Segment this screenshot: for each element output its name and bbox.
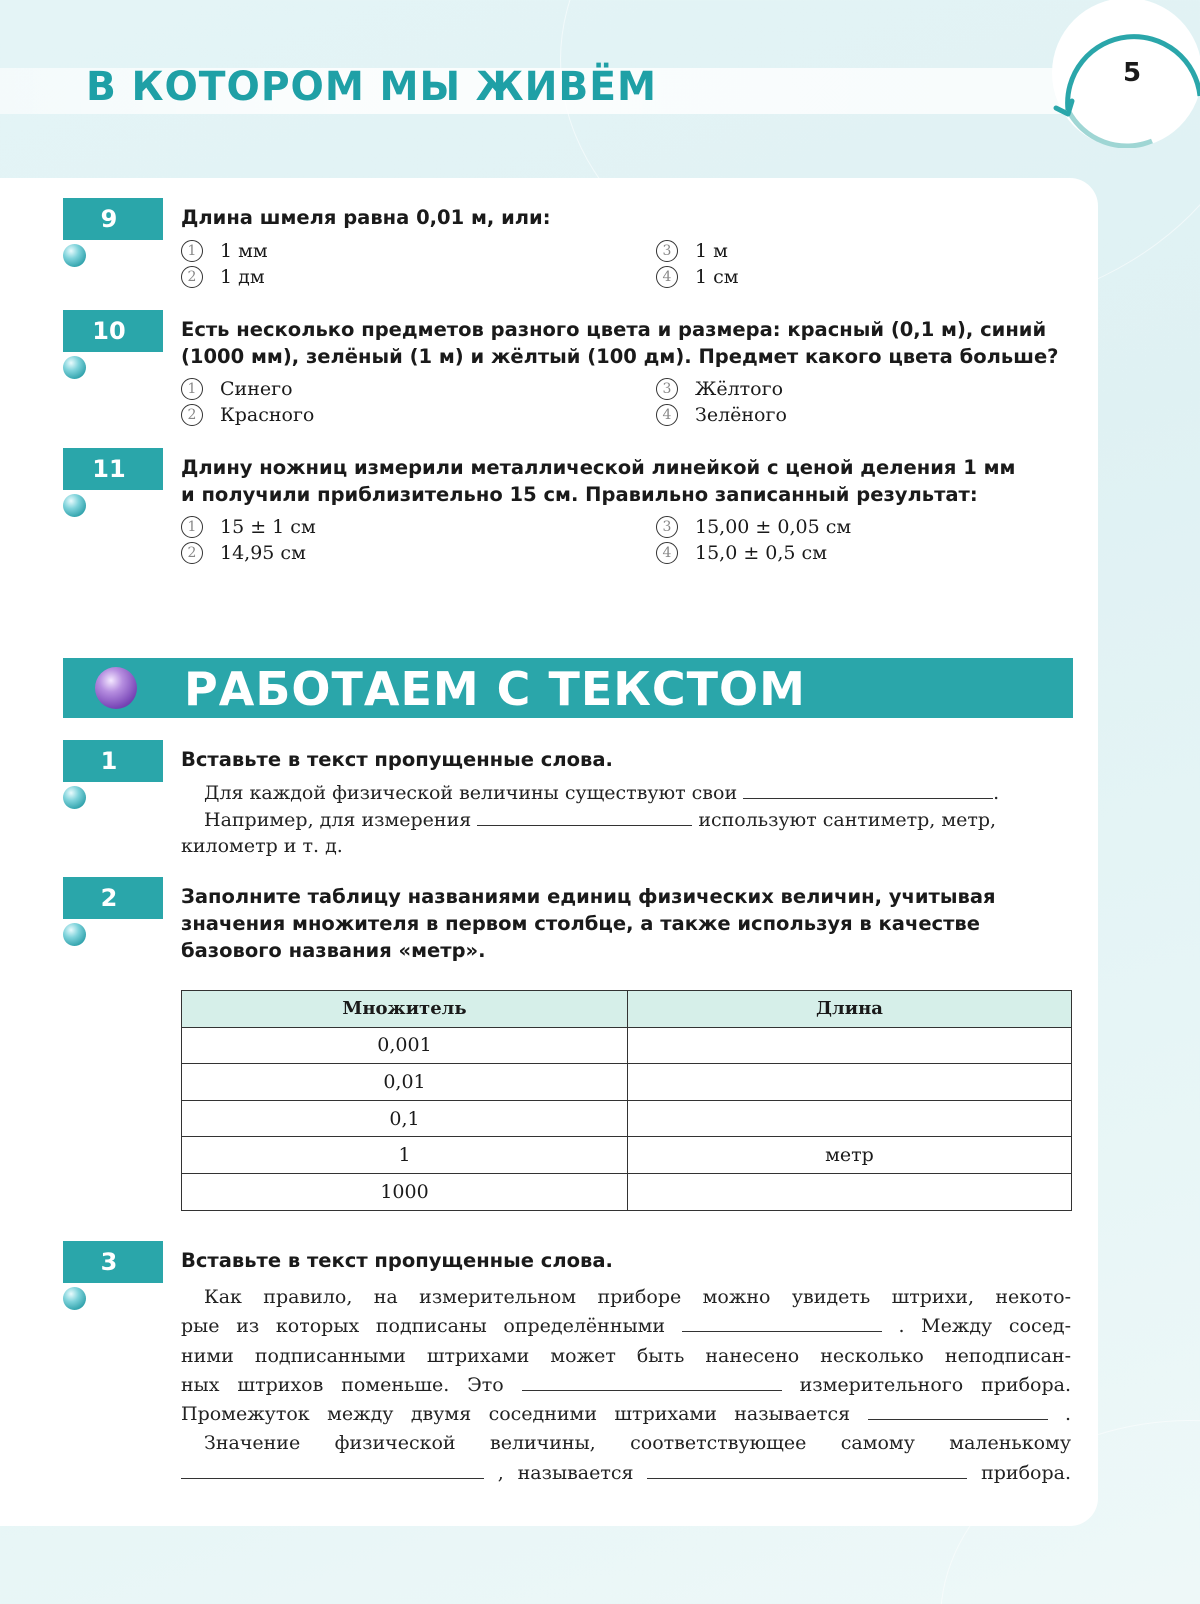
option-text: 1 дм	[220, 266, 265, 288]
option-number-circle: 3	[656, 240, 678, 262]
fill-in-text	[181, 1283, 1071, 1488]
option-text: 1 см	[695, 266, 739, 288]
answer-option[interactable]	[181, 238, 268, 264]
option-text: Зелёного	[695, 404, 787, 426]
difficulty-ball-icon	[63, 356, 86, 379]
option-number-circle: 1	[181, 516, 203, 538]
blank-field[interactable]	[647, 1461, 967, 1479]
column-header-multiplier: Множитель	[182, 991, 628, 1028]
option-text: 14,95 см	[220, 542, 306, 564]
difficulty-ball-icon	[63, 494, 86, 517]
option-number-circle: 3	[656, 378, 678, 400]
option-text: 15 ± 1 см	[220, 516, 316, 538]
multiplier-cell: 0,001	[182, 1027, 628, 1064]
length-cell[interactable]	[628, 1100, 1072, 1137]
question-line: Длину ножниц измерили металлической линейкой с ценой деления 1 мм	[181, 456, 1016, 479]
difficulty-ball-icon	[63, 923, 86, 946]
answer-option[interactable]	[181, 402, 314, 428]
text-line: Значение физической величины, соответствующее самому маленькому	[204, 1432, 1071, 1455]
multiplier-cell: 1000	[182, 1173, 628, 1210]
section-banner	[63, 658, 1073, 718]
instruction-line: значения множителя в первом столбце, а также используя в качестве	[181, 912, 980, 935]
fill-in-text	[181, 780, 1071, 860]
option-number-circle: 4	[656, 404, 678, 426]
table-row	[182, 1173, 1072, 1210]
blank-field[interactable]	[477, 808, 692, 826]
option-text: 15,0 ± 0,5 см	[695, 542, 827, 564]
option-number-circle: 2	[181, 542, 203, 564]
option-number-circle: 1	[181, 378, 203, 400]
instruction-line: Заполните таблицу названиями единиц физических величин, учитывая	[181, 885, 996, 908]
section-title: РАБОТАЕМ С ТЕКСТОМ	[184, 662, 806, 716]
units-table	[181, 990, 1072, 1211]
option-number-circle: 1	[181, 240, 203, 262]
multiplier-cell: 0,1	[182, 1100, 628, 1137]
task-number: 2	[63, 877, 163, 919]
option-text: 1 мм	[220, 240, 268, 262]
answer-option[interactable]	[656, 238, 728, 264]
blank-field[interactable]	[682, 1314, 882, 1332]
column-header-length: Длина	[628, 991, 1072, 1028]
text-line: Например, для измерения используют сантиметр, метр,	[204, 808, 997, 831]
task-instruction	[181, 883, 1071, 964]
option-text: Синего	[220, 378, 293, 400]
text-line: километр и т. д.	[181, 835, 343, 857]
blank-field[interactable]	[181, 1461, 484, 1479]
answer-option[interactable]	[181, 264, 265, 290]
option-text: 1 м	[695, 240, 728, 262]
question-line: и получили приблизительно 15 см. Правильно записанный результат:	[181, 483, 978, 506]
text-line: ними подписанными штрихами может быть нанесено несколько неподписан-	[181, 1344, 1071, 1367]
blank-field[interactable]	[868, 1402, 1048, 1420]
answer-option[interactable]	[656, 540, 827, 566]
table-row	[182, 1064, 1072, 1101]
answer-option[interactable]	[656, 376, 783, 402]
table-header-row	[182, 991, 1072, 1028]
task-number: 3	[63, 1241, 163, 1283]
answer-option[interactable]	[181, 514, 316, 540]
length-cell[interactable]	[628, 1027, 1072, 1064]
task-number: 1	[63, 740, 163, 782]
option-text: Красного	[220, 404, 315, 426]
option-number-circle: 4	[656, 542, 678, 564]
answer-option[interactable]	[656, 402, 787, 428]
task-number: 10	[63, 310, 163, 352]
task-instruction: Вставьте в текст пропущенные слова.	[181, 748, 613, 771]
task-number: 9	[63, 198, 163, 240]
blank-field[interactable]	[743, 781, 993, 799]
instruction-line: базового названия «метр».	[181, 939, 486, 962]
option-number-circle: 4	[656, 266, 678, 288]
task-instruction: Вставьте в текст пропущенные слова.	[181, 1249, 613, 1272]
answer-option[interactable]	[181, 376, 293, 402]
difficulty-ball-icon	[63, 244, 86, 267]
purple-ball-icon	[95, 667, 137, 709]
text-line: Как правило, на измерительном приборе можно увидеть штрихи, некото-	[204, 1286, 1071, 1308]
difficulty-ball-icon	[63, 786, 86, 809]
option-number-circle: 2	[181, 404, 203, 426]
page-title: В КОТОРОМ МЫ ЖИВЁМ	[86, 64, 658, 110]
question-text: Длина шмеля равна 0,01 м, или:	[181, 206, 551, 229]
text-line: Промежуток между двумя соседними штрихами называется .	[181, 1403, 1071, 1426]
option-text: Жёлтого	[695, 378, 784, 400]
question-line: Есть несколько предметов разного цвета и размера: красный (0,1 м), синий	[181, 318, 1047, 341]
question-text	[181, 316, 1071, 370]
table-row	[182, 1027, 1072, 1064]
option-number-circle: 2	[181, 266, 203, 288]
option-text: 15,00 ± 0,05 см	[695, 516, 852, 538]
multiplier-cell: 0,01	[182, 1064, 628, 1101]
text-line: ных штрихов поменьше. Это измерительного прибора.	[181, 1373, 1071, 1396]
question-text	[181, 454, 1071, 508]
option-number-circle: 3	[656, 516, 678, 538]
page-number: 5	[1122, 58, 1142, 88]
text-line: , называется прибора.	[181, 1459, 1071, 1488]
table-row	[182, 1137, 1072, 1174]
length-cell[interactable]	[628, 1173, 1072, 1210]
question-line: (1000 мм), зелёный (1 м) и жёлтый (100 дм). Предмет какого цвета больше?	[181, 345, 1059, 368]
answer-option[interactable]	[181, 540, 306, 566]
length-cell[interactable]	[628, 1064, 1072, 1101]
blank-field[interactable]	[522, 1373, 782, 1391]
text-line: рые из которых подписаны определёнными . Между сосед-	[181, 1315, 1071, 1338]
answer-option[interactable]	[656, 264, 739, 290]
length-cell: метр	[628, 1137, 1072, 1174]
difficulty-ball-icon	[63, 1287, 86, 1310]
multiplier-cell: 1	[182, 1137, 628, 1174]
table-row	[182, 1100, 1072, 1137]
text-line: Для каждой физической величины существуют свои .	[204, 782, 1000, 804]
task-number: 11	[63, 448, 163, 490]
answer-option[interactable]	[656, 514, 851, 540]
page-number-badge	[1052, 0, 1200, 148]
